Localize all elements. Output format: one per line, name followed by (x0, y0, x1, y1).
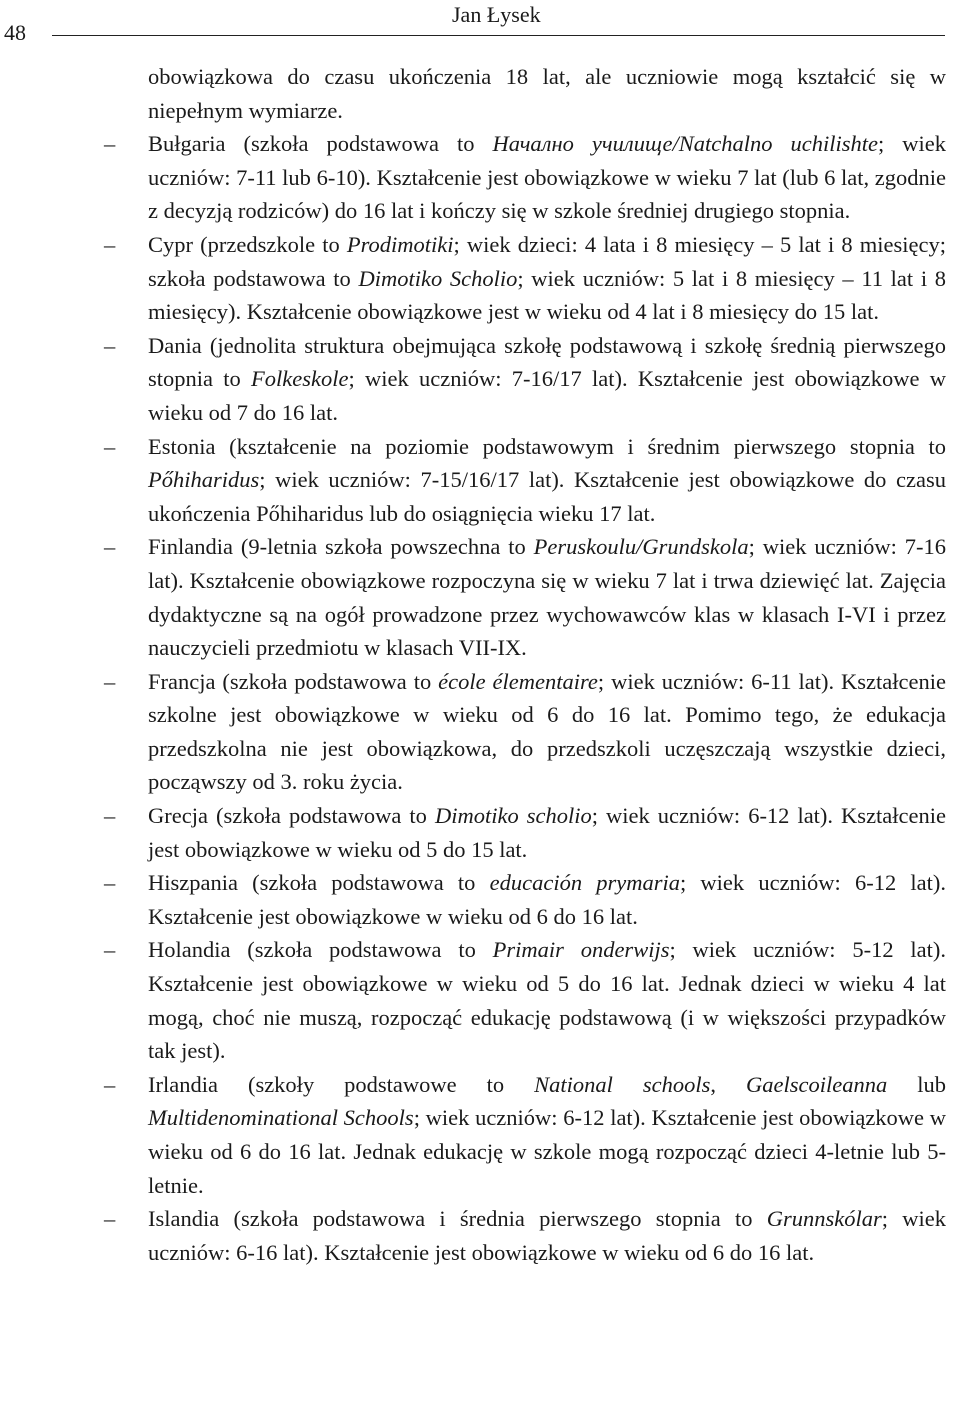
list-dash: – (104, 803, 116, 829)
item-text: , (710, 1071, 747, 1097)
list-item-grecja (104, 799, 947, 866)
intro-paragraph: obowiązkowa do czasu ukończenia 18 lat, ale uczniowie mogą kształcić się w niepełnym wymiarze. (148, 64, 946, 123)
item-italic-term: Prodimotiki (346, 231, 454, 257)
item-text: ; wiek uczniów: 7-15/16/17 lat). Kształcenie jest obowiązkowe do czasu ukończenia Pőhiharidus lub do osiągnięcia wieku 17 lat. (148, 467, 946, 526)
item-italic-term: Dimotiko scholio (434, 803, 592, 829)
item-text: Francja (szkoła podstawowa to (148, 668, 439, 694)
item-italic-term: Folkeskole (251, 366, 349, 392)
list-dash: – (104, 131, 116, 157)
running-head: Jan Łysek (452, 2, 541, 27)
item-italic-term: Dimotiko Scholio (358, 265, 518, 291)
list-item-cypr (104, 228, 947, 329)
item-text: Cypr (przedszkole to (148, 231, 347, 257)
item-text: ; wiek uczniów: 7-16 lat). Kształcenie obowiązkowe rozpoczyna się w wieku 7 lat i trwa dziewięć lat. Zajęcia dydaktyczne są na ogół prowadzone przez wychowawców klas w klasach I-VI i przez nauczycieli przedmiotu w klasach VII-IX. (148, 534, 946, 661)
item-text: Irlandia (szkoły podstawowe to (148, 1071, 535, 1097)
item-italic-term: Multidenominational Schools (148, 1105, 414, 1131)
item-italic-term: educación prymaria (489, 870, 680, 896)
item-text: ; wiek uczniów: 7-16/17 lat). Kształcenie jest obowiązkowe w wieku od 7 do 16 lat. (148, 366, 946, 425)
list-item-bulgaria (104, 127, 946, 228)
item-text: lub (887, 1071, 947, 1097)
item-text: Islandia (szkoła podstawowa i średnia pierwszego stopnia to (148, 1206, 767, 1232)
item-italic-term: Grunnskólar (766, 1206, 882, 1232)
item-italic-term: Начално училище/Natchalno uchilishte (492, 131, 878, 157)
item-italic-term: Pőhiharidus (148, 467, 260, 493)
list-dash: – (104, 231, 116, 257)
item-text: ; wiek uczniów: 6-12 lat). Kształcenie jest obowiązkowe w wieku od 5 do 15 lat. (148, 803, 947, 862)
list-dash: – (104, 534, 116, 560)
item-italic-term: école élementaire (438, 668, 598, 694)
item-text: Holandia (szkoła podstawowa to (148, 937, 493, 963)
list-item-finlandia (104, 530, 946, 664)
list-dash: – (104, 433, 116, 459)
list-dash: – (104, 332, 116, 358)
list-item-estonia (104, 430, 946, 531)
list-item-irlandia (104, 1068, 947, 1202)
list-item-islandia (104, 1202, 946, 1269)
item-text: Dania (jednolita struktura obejmująca szkołę podstawową i szkołę średnią pierwszego stopnia to (148, 332, 946, 392)
header-rule (52, 35, 945, 36)
item-text: ; wiek uczniów: 6-12 lat). Kształcenie jest obowiązkowe w wieku od 6 do 16 lat. Jednak edukację w szkole mogą rozpocząć dzieci 4-letnie lub 5-letnie. (148, 1105, 946, 1198)
item-text: Grecja (szkoła podstawowa to (148, 803, 435, 829)
item-text: Finlandia (9-letnia szkoła powszechna to (148, 534, 534, 560)
item-italic-term: Peruskoulu/Grundskola (533, 534, 749, 560)
item-italic-term: Gaelscoileanna (746, 1071, 888, 1097)
item-text: Bułgaria (szkoła podstawowa to (148, 131, 493, 157)
list-item-dania (104, 329, 946, 430)
item-text: ; wiek uczniów: 6-16 lat). Kształcenie jest obowiązkowe w wieku od 6 do 16 lat. (148, 1206, 946, 1265)
item-text: Hiszpania (szkoła podstawowa to (148, 870, 490, 896)
item-text: ; wiek uczniów: 6-12 lat). Kształcenie jest obowiązkowe w wieku od 6 do 16 lat. (148, 870, 946, 929)
list-dash: – (104, 1206, 116, 1232)
page-number: 48 (4, 20, 26, 45)
list-dash: – (104, 870, 116, 896)
item-text: ; wiek uczniów: 5-12 lat). Kształcenie jest obowiązkowe w wieku od 5 do 16 lat. Jednak dzieci w wieku 4 lat mogą, choć nie muszą, rozpocząć edukację podstawową (i w większości przypadków tak jest). (148, 937, 946, 1064)
item-text: ; wiek uczniów: 6-11 lat). Kształcenie szkolne jest obowiązkowe w wieku od 6 do 16 lat. Pomimo tego, że edukacja przedszkolna nie jest obowiązkowa, do przedszkoli uczęszczają wszystkie dzieci, począwszy od 3. roku życia. (148, 668, 946, 795)
page-body (104, 60, 947, 1269)
list-dash: – (104, 937, 116, 963)
list-item-francja (104, 665, 946, 799)
item-text: ; wiek uczniów: 7-11 lub 6-10). Kształcenie jest obowiązkowe w wieku 7 lat (lub 6 lat, zgodnie z decyzją rodziców) do 16 lat i kończy się w szkole średniej drugiego stopnia. (148, 131, 946, 224)
list-item-holandia (104, 933, 946, 1067)
list-item-hiszpania (104, 866, 946, 933)
item-italic-term: National schools (534, 1071, 711, 1097)
list-dash: – (104, 1071, 116, 1097)
item-text: ; wiek uczniów: 5 lat i 8 miesięcy – 11 lat i 8 miesięcy). Kształcenie obowiązkowe jest w wieku od 4 lat i 8 miesięcy do 15 lat. (148, 265, 947, 325)
item-text: ; wiek dzieci: 4 lata i 8 miesięcy – 5 lat i 8 miesięcy; szkoła podstawowa to (148, 231, 946, 291)
list-dash: – (104, 668, 116, 694)
item-text: Estonia (kształcenie na poziomie podstawowym i średnim pierwszego stopnia to (148, 433, 946, 459)
item-italic-term: Primair onderwijs (492, 937, 670, 963)
